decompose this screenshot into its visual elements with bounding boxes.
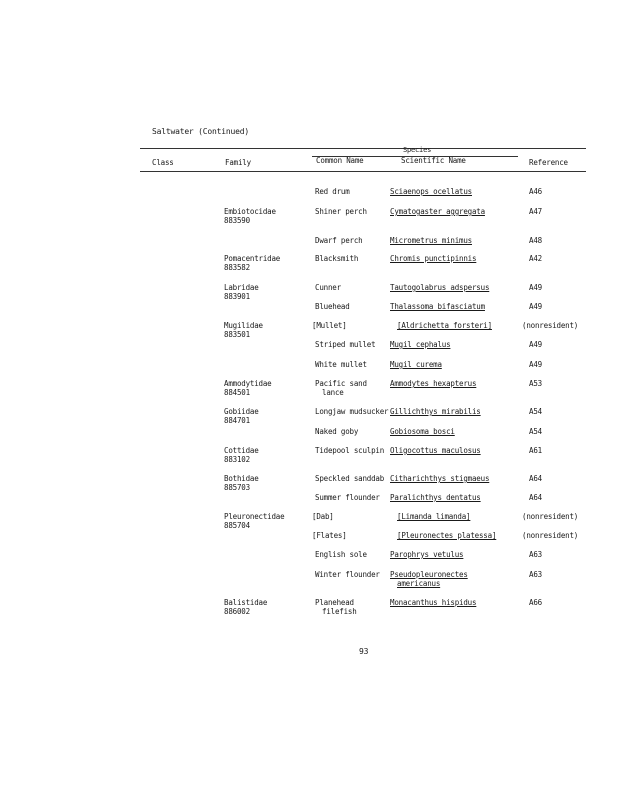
- common-name-cell: Dwarf perch: [315, 236, 363, 245]
- scientific-name-cell: Chromis punctipinnis: [390, 254, 477, 263]
- scientific-name-cell: Micrometrus minimus: [390, 236, 472, 245]
- page-number: 93: [359, 647, 369, 656]
- family-code: 883901: [224, 292, 250, 301]
- scientific-name-cell: [Pleuronectes platessa]: [397, 531, 497, 540]
- common-name-cell: [315, 598, 357, 616]
- family-code: 885704: [224, 521, 250, 530]
- column-header-reference: Reference: [529, 158, 568, 167]
- scientific-name-cell: Mugil cephalus: [390, 340, 451, 349]
- common-name-cell: Blacksmith: [315, 254, 359, 263]
- scientific-name-cell: Monacanthus hispidus: [390, 598, 477, 607]
- column-header-class: Class: [152, 158, 174, 167]
- family-name: Gobiidae: [224, 407, 259, 416]
- common-name-cell: Cunner: [315, 283, 341, 292]
- common-name-line: lance: [322, 388, 344, 397]
- scientific-name-cell: Paralichthys dentatus: [390, 493, 481, 502]
- family-cell: [224, 512, 284, 530]
- scientific-name-cell: Oligocottus maculosus: [390, 446, 481, 455]
- common-name-cell: Winter flounder: [315, 570, 380, 579]
- reference-cell: A42: [529, 254, 542, 263]
- reference-cell: A46: [529, 187, 542, 196]
- scientific-name-cell: [Limanda limanda]: [397, 512, 471, 521]
- table-top-rule: [140, 148, 586, 149]
- family-code: 886002: [224, 607, 250, 616]
- common-name-cell: Speckled sanddab: [315, 474, 385, 483]
- column-header-scientific-name: Scientific Name: [401, 156, 466, 165]
- family-code: 884501: [224, 388, 250, 397]
- reference-cell: A63: [529, 550, 542, 559]
- common-name-cell: [315, 379, 367, 397]
- column-header-common-name: Common Name: [316, 156, 364, 165]
- common-name-cell: Tidepool sculpin: [315, 446, 385, 455]
- scientific-name-cell: Sciaenops ocellatus: [390, 187, 472, 196]
- common-name-line: Pacific sand: [315, 379, 367, 388]
- reference-cell: A54: [529, 407, 542, 416]
- scientific-name-cell: [390, 570, 468, 588]
- reference-cell: A48: [529, 236, 542, 245]
- scientific-name-cell: Ammodytes hexapterus: [390, 379, 477, 388]
- family-name: Ammodytidae: [224, 379, 272, 388]
- common-name-cell: [Flates]: [312, 531, 347, 540]
- family-name: Bothidae: [224, 474, 259, 483]
- family-cell: [224, 598, 267, 616]
- reference-cell: A49: [529, 340, 542, 349]
- common-name-cell: Summer flounder: [315, 493, 380, 502]
- common-name-line: filefish: [322, 607, 357, 616]
- common-name-cell: Longjaw mudsucker: [315, 407, 389, 416]
- scientific-name-line: americanus: [397, 579, 441, 588]
- reference-cell: (nonresident): [522, 321, 579, 330]
- common-name-cell: [Dab]: [312, 512, 334, 521]
- reference-cell: A64: [529, 474, 542, 483]
- common-name-cell: Shiner perch: [315, 207, 367, 216]
- scientific-name-cell: Thalassoma bifasciatum: [390, 302, 485, 311]
- family-code: 883501: [224, 330, 250, 339]
- common-name-cell: Red drum: [315, 187, 350, 196]
- species-group-header: Species: [403, 146, 432, 154]
- scientific-name-cell: Gillichthys mirabilis: [390, 407, 481, 416]
- family-cell: [224, 474, 259, 492]
- common-name-cell: Naked goby: [315, 427, 359, 436]
- family-code: 883102: [224, 455, 250, 464]
- common-name-line: Planehead: [315, 598, 354, 607]
- page-title: Saltwater (Continued): [152, 127, 249, 136]
- reference-cell: A63: [529, 570, 542, 579]
- common-name-cell: White mullet: [315, 360, 367, 369]
- common-name-cell: Bluehead: [315, 302, 350, 311]
- family-name: Mugilidae: [224, 321, 263, 330]
- reference-cell: A49: [529, 302, 542, 311]
- family-cell: [224, 379, 271, 397]
- scientific-name-cell: Cymatogaster aggregata: [390, 207, 485, 216]
- family-name: Balistidae: [224, 598, 268, 607]
- reference-cell: (nonresident): [522, 531, 579, 540]
- family-name: Embiotocidae: [224, 207, 276, 216]
- family-code: 883590: [224, 216, 250, 225]
- scientific-name-cell: Parophrys vetulus: [390, 550, 464, 559]
- reference-cell: A54: [529, 427, 542, 436]
- common-name-cell: [Mullet]: [312, 321, 347, 330]
- scientific-name-line: Pseudopleuronectes: [390, 570, 468, 579]
- scientific-name-cell: Citharichthys stigmaeus: [390, 474, 490, 483]
- reference-cell: A49: [529, 360, 542, 369]
- reference-cell: A49: [529, 283, 542, 292]
- scientific-name-cell: Tautogolabrus adspersus: [390, 283, 490, 292]
- family-cell: [224, 254, 280, 272]
- common-name-cell: Striped mullet: [315, 340, 376, 349]
- reference-cell: (nonresident): [522, 512, 579, 521]
- family-code: 883582: [224, 263, 250, 272]
- column-header-family: Family: [225, 158, 251, 167]
- family-name: Cottidae: [224, 446, 259, 455]
- reference-cell: A66: [529, 598, 542, 607]
- common-name-cell: English sole: [315, 550, 367, 559]
- scientific-name-cell: [Aldrichetta forsteri]: [397, 321, 492, 330]
- family-name: Pomacentridae: [224, 254, 281, 263]
- reference-cell: A64: [529, 493, 542, 502]
- family-code: 885703: [224, 483, 250, 492]
- family-cell: [224, 207, 276, 225]
- family-name: Labridae: [224, 283, 259, 292]
- family-cell: [224, 446, 259, 464]
- family-cell: [224, 283, 259, 301]
- table-header-rule: [140, 171, 586, 172]
- reference-cell: A47: [529, 207, 542, 216]
- scientific-name-cell: Mugil curema: [390, 360, 442, 369]
- family-name: Pleuronectidae: [224, 512, 285, 521]
- scientific-name-cell: Gobiosoma bosci: [390, 427, 455, 436]
- family-code: 884701: [224, 416, 250, 425]
- reference-cell: A53: [529, 379, 542, 388]
- reference-cell: A61: [529, 446, 542, 455]
- family-cell: [224, 407, 259, 425]
- family-cell: [224, 321, 263, 339]
